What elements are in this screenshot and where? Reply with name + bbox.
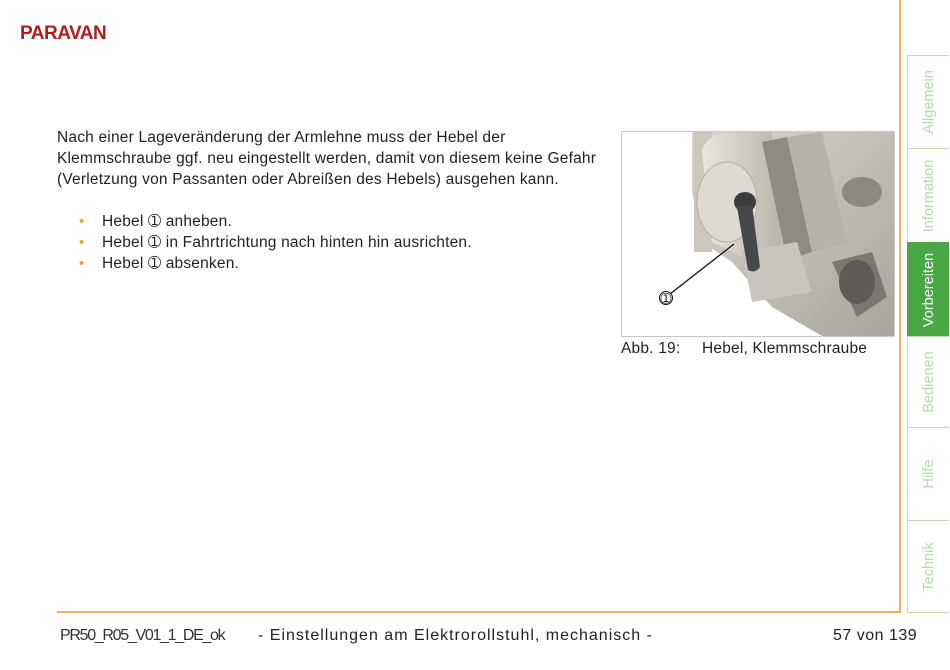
footer-divider-line bbox=[57, 611, 901, 613]
bullet-icon: • bbox=[79, 255, 85, 272]
tab-label: Bedienen bbox=[920, 351, 937, 413]
tab-label: Vorbereiten bbox=[920, 252, 937, 327]
list-item-text: Hebel ➀ absenken. bbox=[102, 255, 240, 272]
figure-marker-label: ➀ bbox=[660, 292, 672, 307]
instruction-list bbox=[57, 211, 602, 274]
paravan-logo bbox=[20, 20, 120, 44]
list-item bbox=[57, 232, 602, 253]
bullet-icon: • bbox=[79, 234, 85, 251]
tab-technik[interactable] bbox=[907, 520, 949, 613]
list-item-text: Hebel ➀ anheben. bbox=[102, 213, 232, 230]
tab-label: Allgemein bbox=[920, 70, 937, 134]
tab-label: Technik bbox=[920, 541, 937, 592]
figure-caption-number: Abb. 19: bbox=[621, 340, 681, 357]
tab-hilfe[interactable] bbox=[907, 427, 949, 521]
list-item-text: Hebel ➀ in Fahrtrichtung nach hinten hin ausrichten. bbox=[102, 234, 472, 251]
lever-photo-illustration bbox=[622, 132, 894, 336]
tab-bedienen[interactable] bbox=[907, 336, 949, 428]
side-tab-navigation bbox=[907, 55, 950, 612]
right-divider-line bbox=[899, 0, 901, 611]
figure-caption-text: Hebel, Klemmschraube bbox=[702, 340, 868, 357]
tab-label: Hilfe bbox=[920, 459, 937, 489]
main-content bbox=[57, 127, 602, 274]
document-id: PR50_R05_V01_1_DE_ok bbox=[60, 627, 225, 644]
logo-text: PARAVAN bbox=[20, 23, 107, 44]
figure-caption bbox=[621, 340, 867, 358]
figure-lever-photo bbox=[621, 131, 895, 337]
section-title: - Einstellungen am Elektrorollstuhl, mechanisch - bbox=[258, 627, 653, 644]
bullet-icon: • bbox=[79, 213, 85, 230]
tab-information[interactable] bbox=[907, 148, 949, 243]
list-item bbox=[57, 211, 602, 232]
list-item bbox=[57, 253, 602, 274]
intro-paragraph: Nach einer Lageveränderung der Armlehne muss der Hebel der Klemmschraube ggf. neu eingestellt werden, damit von diesem keine Gefahr (Verletzung von Passanten oder Abreißen des Hebels) ausgehen kann. bbox=[57, 129, 597, 188]
tab-label: Information bbox=[920, 159, 937, 232]
tab-allgemein[interactable] bbox=[907, 55, 949, 149]
tab-vorbereiten[interactable] bbox=[907, 242, 949, 337]
page-number: 57 von 139 bbox=[833, 627, 918, 644]
